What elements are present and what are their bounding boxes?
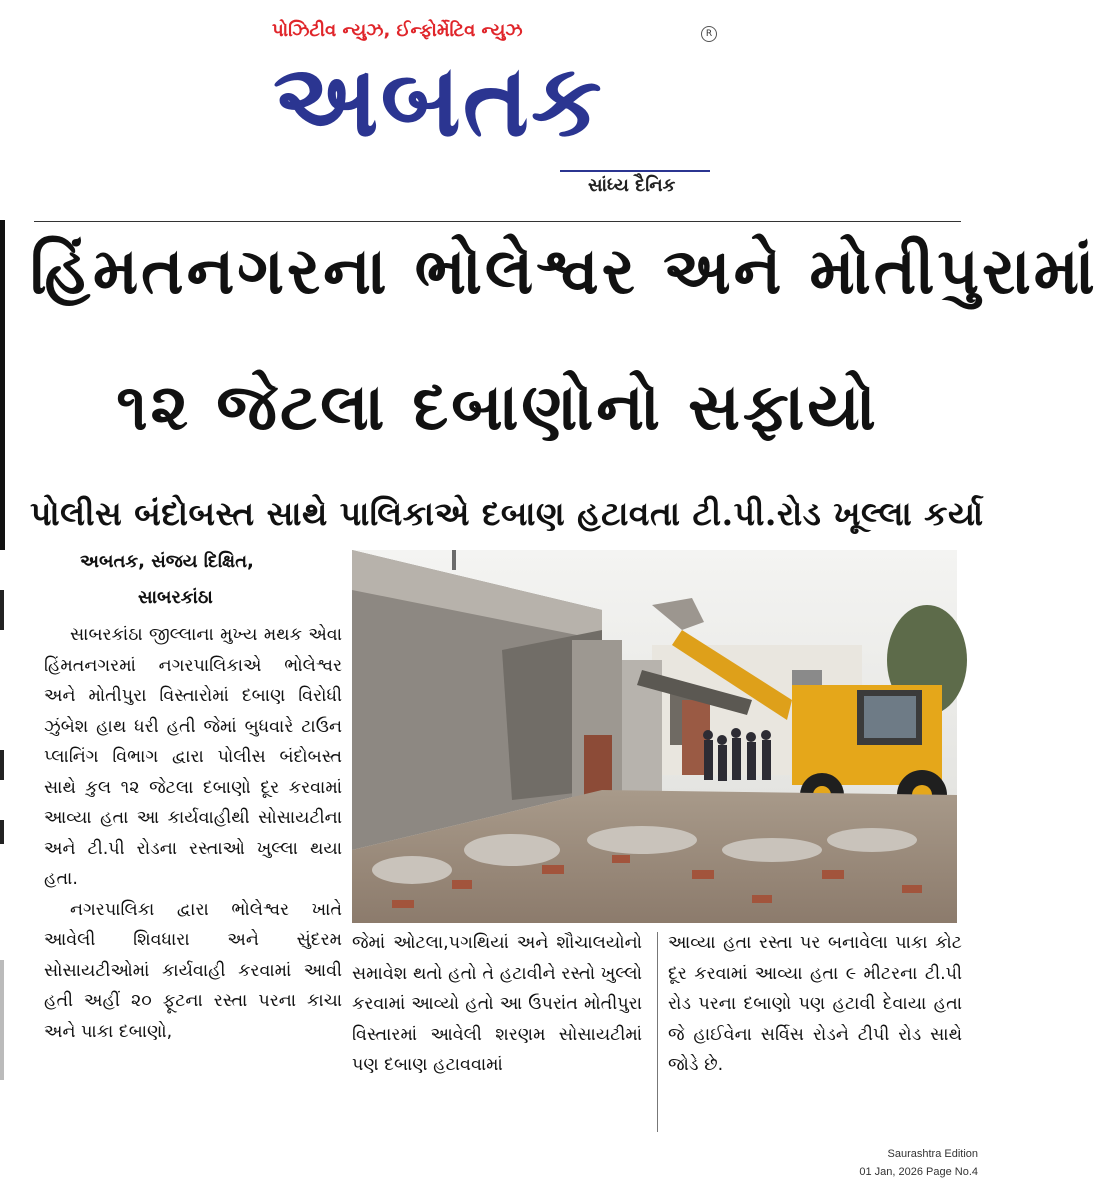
masthead-tagline: પોઝિટીવ ન્યુઝ, ઈન્ફોર્મેટિવ ન્યુઝ (272, 20, 523, 41)
byline-author: અબતક, સંજય દિક્ષિત, (80, 551, 254, 572)
demolition-photo (352, 550, 957, 923)
article-paragraph: સાબરકાંઠા જીલ્લાના મુખ્ય મથક એવા હિંમતનગરમાં નગરપાલિકાએ ભોલેશ્વર અને મોતીપુરા વિસ્તારોમાં દબાણ વિરોધી ઝુંબેશ હાથ ધરી હતી જેમાં બુધવારે ટાઉન પ્લાનિંગ વિભાગ દ્વારા પોલીસ બંદોબસ્ત સાથે કુલ ૧૨ જેટલા દબાણો દૂર કરવામાં આવ્યા હતા આ કાર્યવાહીથી સોસાયટીના અને ટી.પી રોડના રસ્તાઓ ખુલ્લા થયા હતા. (44, 625, 342, 889)
article-column-2 (352, 928, 642, 1138)
masthead-subtitle: સાંધ્ય દૈનિક (588, 175, 676, 196)
edition-label: Saurashtra Edition (887, 1148, 978, 1160)
article-paragraph: આવ્યા હતા રસ્તા પર બનાવેલા પાકા કોટ દૂર કરવામાં આવ્યા હતા ૯ મીટરના ટી.પી રોડ પરના દબાણો પણ હટાવી દેવાયા હતા જે હાઈવેના સર્વિસ રોડને ટીપી રોડ સાથે જોડે છે. (668, 933, 962, 1075)
adjacent-page-edge (0, 220, 5, 550)
logo-underline (560, 170, 710, 172)
article-column-3 (668, 928, 962, 1138)
date-page-label: 01 Jan, 2026 Page No.4 (859, 1166, 978, 1178)
article-paragraph: નગરપાલિકા દ્વારા ભોલેશ્વર ખાતે આવેલી શિવધારા અને સુંદરમ સોસાયટીઓમાં કાર્યવાહી કરવામાં આવી હતી અહીં ૨૦ ફૂટના રસ્તા પરના કાચા અને પાકા દબાણો, (44, 899, 342, 1042)
headline-line-1: હિંમતનગરના ભોલેશ્વર અને મોતીપુરામાં (30, 234, 1098, 309)
subheadline: પોલીસ બંદોબસ્ત સાથે પાલિકાએ દબાણ હટાવતા ટી.પી.રોડ ખૂલ્લા કર્યા (30, 494, 984, 533)
article-paragraph: જેમાં ઓટલા,પગથિયાં અને શૌચાલયોનો સમાવેશ થતો હતો તે હટાવીને રસ્તો ખુલ્લો કરવામાં આવ્યો હતો આ ઉપરાંત મોતીપુરા વિસ્તારમાં આવેલી શરણમ સોસાયટીમાં પણ દબાણ હટાવવામાં (352, 933, 642, 1075)
column-divider (657, 932, 658, 1132)
byline-location: સાબરકાંઠા (138, 587, 213, 608)
adjacent-page-fragments (0, 580, 8, 1140)
article-column-1 (44, 620, 342, 1140)
headline-line-2: ૧૨ જેટલા દબાણોનો સફાયો (116, 370, 879, 445)
registered-mark-icon: R (701, 26, 717, 42)
header-divider (34, 221, 961, 222)
newspaper-logo: અબતક (273, 42, 604, 159)
